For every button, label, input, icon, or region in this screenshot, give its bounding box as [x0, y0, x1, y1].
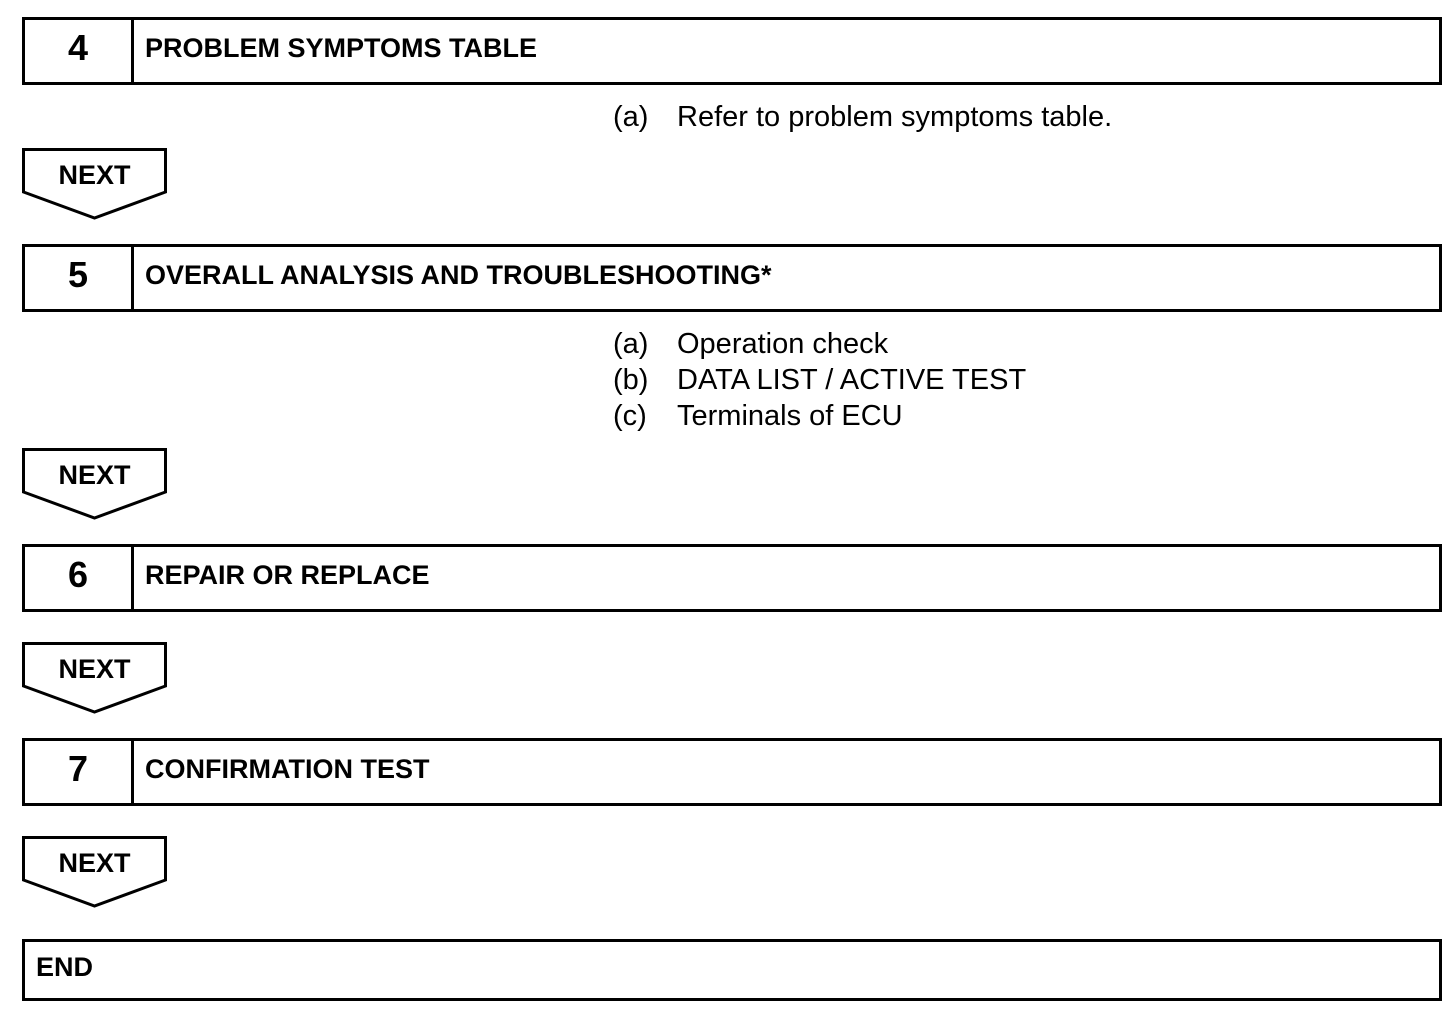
note-text: DATA LIST / ACTIVE TEST: [677, 364, 1027, 396]
note-item: [613, 99, 1112, 135]
step-4-notes: [613, 99, 1112, 135]
end-box: END: [22, 939, 1442, 1001]
step-number: 7: [25, 741, 134, 803]
next-arrow: [22, 836, 167, 908]
step-title: REPAIR OR REPLACE: [145, 559, 430, 590]
step-7-box: [22, 738, 1442, 806]
step-4-box: [22, 17, 1442, 85]
note-text: Terminals of ECU: [677, 400, 903, 432]
note-letter: (a): [613, 101, 649, 133]
step-number: 5: [25, 247, 134, 309]
next-label: NEXT: [58, 160, 131, 190]
step-title: CONFIRMATION TEST: [145, 753, 430, 784]
step-title: OVERALL ANALYSIS AND TROUBLESHOOTING*: [145, 259, 772, 290]
step-title: PROBLEM SYMPTOMS TABLE: [145, 32, 538, 63]
note-letter: (c): [613, 400, 647, 432]
step-number: 6: [25, 547, 134, 609]
note-text: Operation check: [677, 328, 889, 360]
note-item: [613, 326, 1026, 362]
next-label: NEXT: [58, 848, 131, 878]
step-5-notes: [613, 326, 1026, 434]
note-letter: (a): [613, 328, 649, 360]
note-item: [613, 398, 1026, 434]
step-number: 4: [25, 20, 134, 82]
note-item: [613, 362, 1026, 398]
next-label: NEXT: [58, 654, 131, 684]
note-text: Refer to problem symptoms table.: [677, 101, 1113, 133]
step-6-box: [22, 544, 1442, 612]
next-arrow: [22, 642, 167, 714]
step-5-box: [22, 244, 1442, 312]
next-arrow: [22, 448, 167, 520]
next-label: NEXT: [58, 460, 131, 490]
next-arrow: [22, 148, 167, 220]
note-letter: (b): [613, 364, 649, 396]
